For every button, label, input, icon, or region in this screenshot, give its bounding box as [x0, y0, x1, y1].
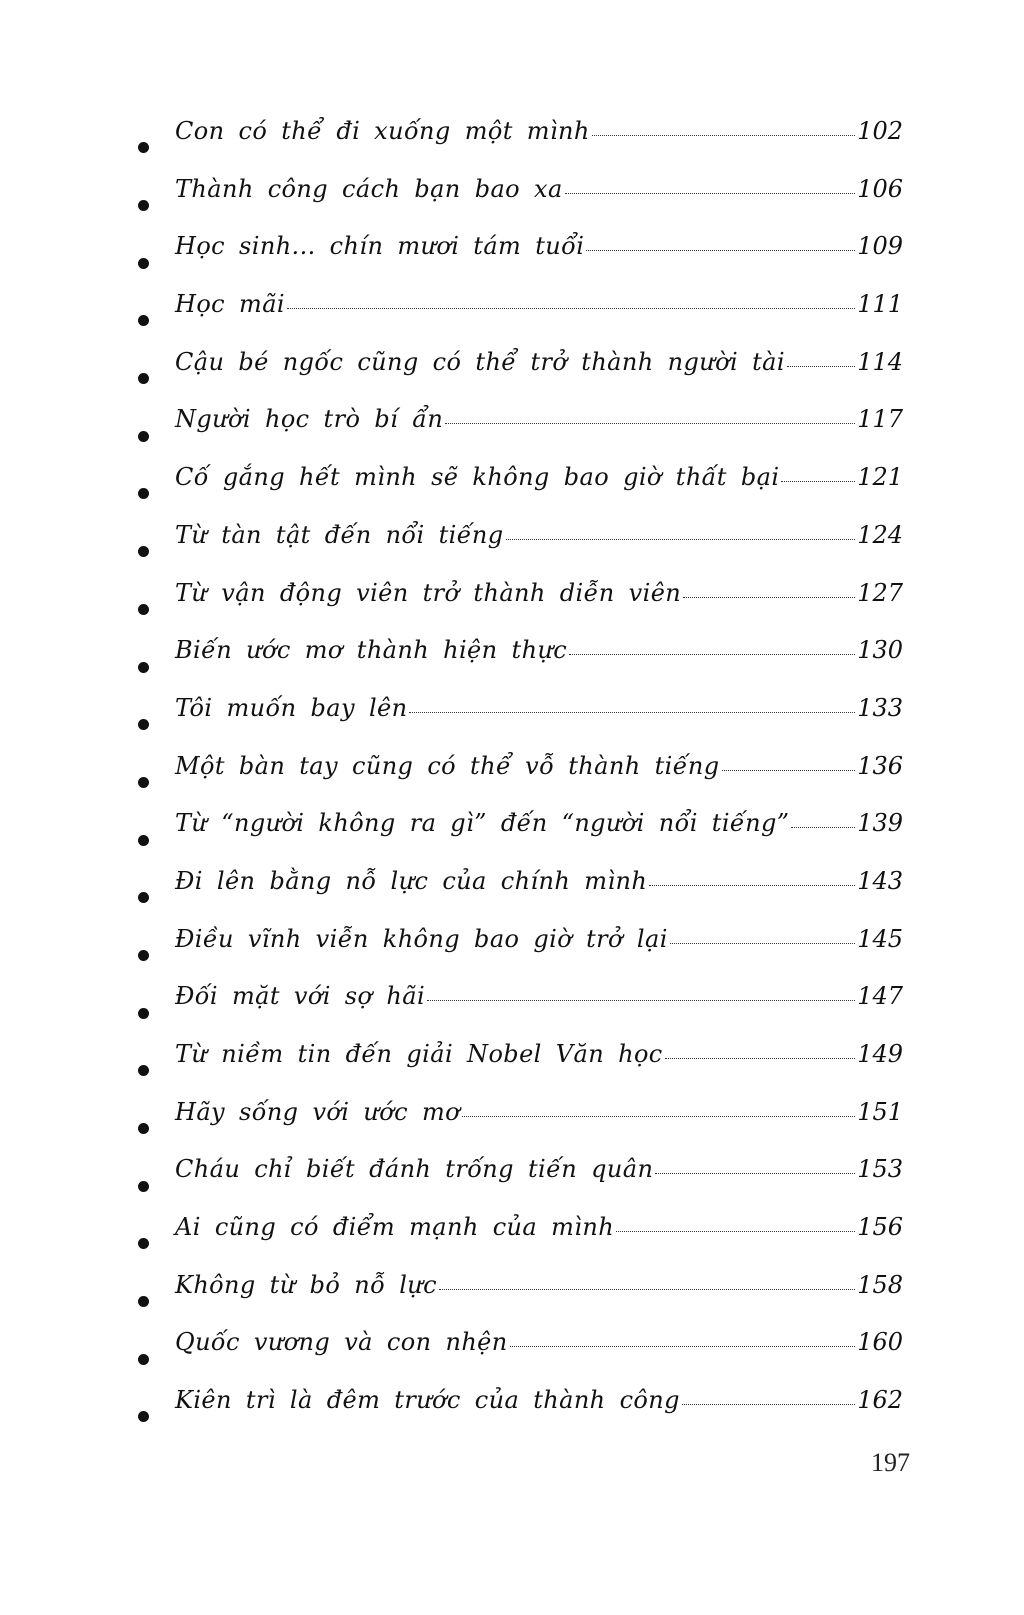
toc-entry	[138, 1155, 903, 1213]
toc-entry-page: 133	[857, 693, 903, 722]
toc-entry-title: Biến ước mơ thành hiện thực	[175, 636, 568, 665]
bullet-icon	[138, 892, 149, 903]
toc-entry	[138, 1213, 903, 1271]
toc-entry-title: Kiên trì là đêm trước của thành công	[175, 1386, 680, 1415]
bullet-icon	[138, 258, 149, 269]
bullet-icon	[138, 1181, 149, 1192]
toc-entry	[138, 290, 903, 348]
dot-leader	[569, 654, 855, 655]
dot-leader	[616, 1231, 855, 1232]
toc-entry-title: Cháu chỉ biết đánh trống tiến quân	[175, 1155, 654, 1184]
dot-leader	[506, 539, 856, 540]
dot-leader	[722, 770, 856, 771]
toc-entry	[138, 636, 903, 694]
toc-entry	[138, 1328, 903, 1386]
toc-entry-title: Không từ bỏ nỗ lực	[175, 1270, 438, 1299]
toc-entry-page: 162	[857, 1386, 903, 1415]
toc-entry-page: 139	[857, 809, 903, 838]
toc-entry-page: 102	[857, 117, 903, 145]
toc-entry-title: Đối mặt với sợ hãi	[175, 982, 426, 1011]
toc-entry	[138, 867, 903, 925]
toc-entry-title: Ai cũng có điểm mạnh của mình	[175, 1213, 615, 1242]
bullet-icon	[138, 142, 149, 153]
dot-leader	[787, 366, 855, 367]
bullet-icon	[138, 431, 149, 442]
toc-entry-page: 136	[857, 751, 903, 780]
toc-entry-title: Từ tàn tật đến nổi tiếng	[175, 520, 504, 549]
bullet-icon	[138, 662, 149, 673]
toc-entry-page: 114	[857, 347, 903, 376]
toc-entry-page: 160	[857, 1328, 903, 1357]
toc-entry-title: Từ niềm tin đến giải Nobel Văn học	[175, 1040, 663, 1068]
dot-leader	[655, 1173, 855, 1174]
toc-entry-page: 151	[857, 1097, 903, 1126]
toc-entry	[138, 521, 903, 579]
dot-leader	[665, 1058, 856, 1059]
bullet-icon	[138, 373, 149, 384]
toc-entry-title: Con có thể đi xuống một mình	[175, 117, 590, 145]
bullet-icon	[138, 200, 149, 211]
dot-leader	[427, 1000, 855, 1001]
dot-leader	[439, 1289, 855, 1290]
bullet-icon	[138, 950, 149, 961]
toc-entry	[138, 232, 903, 290]
bullet-icon	[138, 1354, 149, 1365]
dot-leader	[287, 308, 855, 309]
toc-entry-page: 156	[857, 1213, 903, 1242]
bullet-icon	[138, 604, 149, 615]
toc-entry	[138, 175, 903, 233]
toc-entry-title: Quốc vương và con nhện	[175, 1328, 508, 1357]
dot-leader	[445, 423, 855, 424]
toc-entry-page: 109	[857, 232, 903, 261]
bullet-icon	[138, 835, 149, 846]
toc-entry	[138, 1386, 903, 1444]
toc-entry-title: Đi lên bằng nỗ lực của chính mình	[175, 866, 648, 895]
toc-entry-title: Học sinh... chín mươi tám tuổi	[175, 232, 585, 261]
bullet-icon	[138, 1411, 149, 1422]
toc-entry-page: 127	[857, 578, 903, 607]
toc-entry-title: Tôi muốn bay lên	[175, 693, 408, 722]
toc-entry-title: Từ vận động viên trở thành diễn viên	[175, 578, 682, 607]
dot-leader	[462, 1116, 855, 1117]
bullet-icon	[138, 1123, 149, 1134]
toc-entry	[138, 1271, 903, 1329]
dot-leader	[683, 597, 855, 598]
toc-entry-page: 111	[857, 290, 903, 319]
bullet-icon	[138, 1065, 149, 1076]
toc-entry	[138, 1098, 903, 1156]
toc-entry	[138, 405, 903, 463]
dot-leader	[781, 481, 855, 482]
toc-entry-title: Một bàn tay cũng có thể vỗ thành tiếng	[175, 751, 720, 780]
page-number: 197	[871, 1448, 910, 1477]
toc-entry-title: Người học trò bí ẩn	[175, 405, 444, 434]
bullet-icon	[138, 488, 149, 499]
toc-entry	[138, 925, 903, 983]
toc-entry-page: 130	[857, 636, 903, 665]
toc-entry-title: Thành công cách bạn bao xa	[175, 174, 563, 203]
dot-leader	[510, 1346, 856, 1347]
toc-entry	[138, 1040, 903, 1098]
toc-entry-page: 143	[857, 866, 903, 895]
bullet-icon	[138, 1008, 149, 1019]
toc-entry-page: 158	[857, 1270, 903, 1299]
toc-entry	[138, 579, 903, 637]
toc-entry	[138, 348, 903, 406]
bullet-icon	[138, 1296, 149, 1307]
toc-entry	[138, 809, 903, 867]
toc-entry-title: Học mãi	[175, 290, 285, 319]
toc-entry-page: 106	[857, 174, 903, 203]
toc-entry-page: 124	[857, 520, 903, 549]
toc-entry-page: 145	[857, 924, 903, 953]
toc-entry-title: Từ “người không ra gì” đến “người nổi tiếng”	[175, 809, 790, 838]
bullet-icon	[138, 1238, 149, 1249]
toc-entry-page: 149	[857, 1040, 903, 1068]
dot-leader	[791, 827, 855, 828]
toc-entry-page: 147	[857, 982, 903, 1011]
toc-entry-title: Cố gắng hết mình sẽ không bao giờ thất bại	[175, 463, 780, 492]
toc-entry-page: 121	[857, 463, 903, 492]
toc-entry	[138, 463, 903, 521]
toc-entry-title: Cậu bé ngốc cũng có thể trở thành người tài	[175, 347, 785, 376]
bullet-icon	[138, 315, 149, 326]
toc-entry	[138, 117, 903, 175]
toc-entry-page: 153	[857, 1155, 903, 1184]
table-of-contents	[138, 117, 903, 1444]
toc-entry-title: Điều vĩnh viễn không bao giờ trở lại	[175, 924, 668, 953]
toc-entry	[138, 752, 903, 810]
bullet-icon	[138, 546, 149, 557]
toc-entry	[138, 982, 903, 1040]
bullet-icon	[138, 777, 149, 788]
toc-entry-page: 117	[857, 405, 903, 434]
toc-entry	[138, 694, 903, 752]
dot-leader	[409, 712, 855, 713]
bullet-icon	[138, 719, 149, 730]
dot-leader	[682, 1404, 855, 1405]
dot-leader	[592, 135, 855, 136]
dot-leader	[586, 250, 855, 251]
dot-leader	[670, 943, 855, 944]
dot-leader	[649, 885, 855, 886]
dot-leader	[565, 193, 856, 194]
toc-entry-title: Hãy sống với ước mơ	[175, 1097, 460, 1126]
